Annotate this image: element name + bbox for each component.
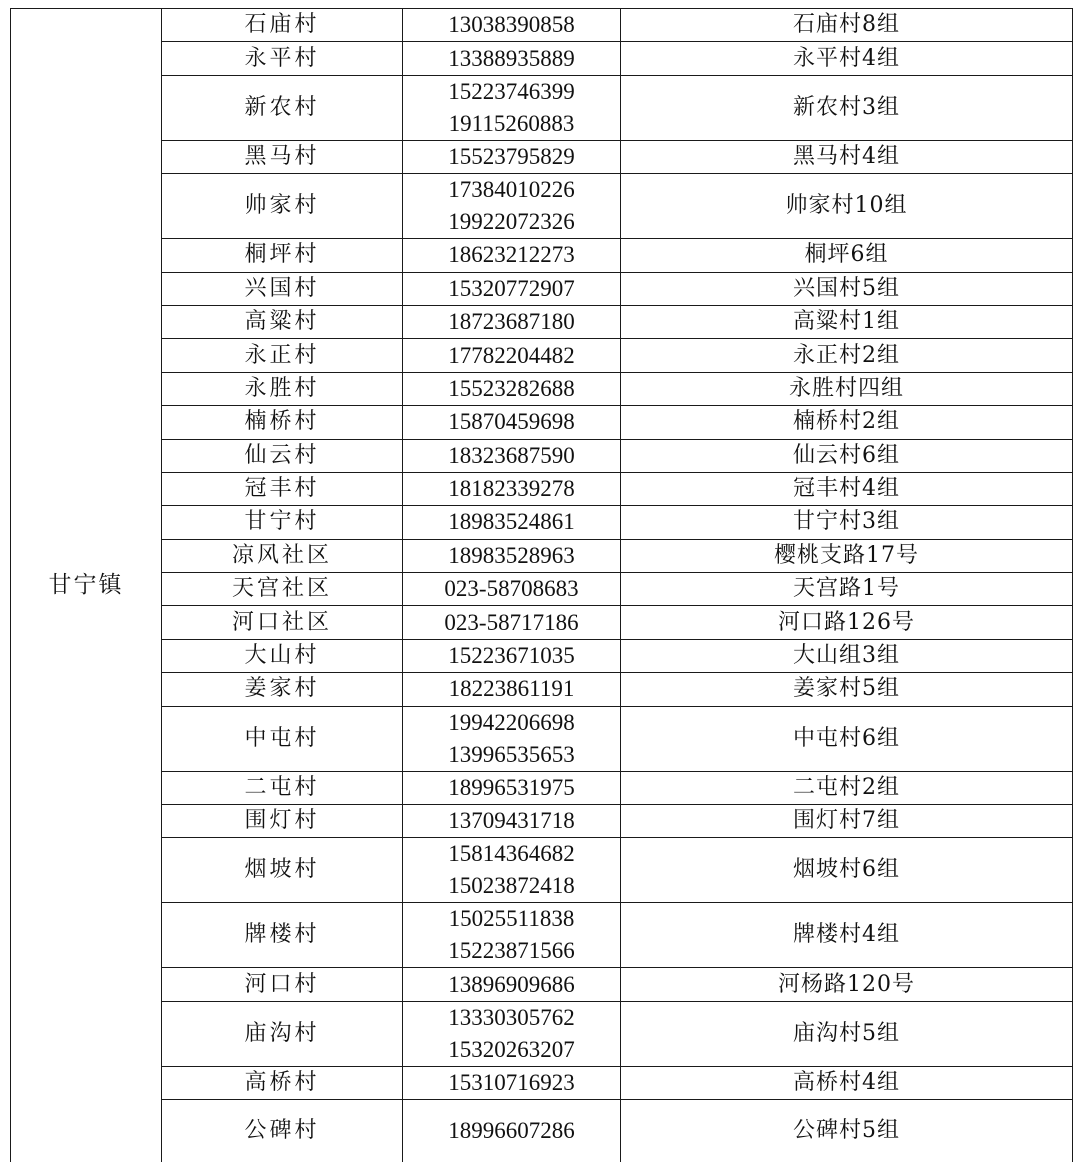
table-row [11, 539, 1073, 572]
table-row [11, 573, 1073, 606]
table-row [11, 239, 1073, 272]
phone-number: 15223871566 [448, 938, 575, 964]
table-row [11, 903, 1073, 968]
table-row [11, 1001, 1073, 1066]
phone-number: 18983528963 [448, 542, 575, 568]
phone-number: 023-58708683 [444, 576, 579, 602]
table-row [11, 9, 1073, 42]
phone-number: 15870459698 [448, 409, 575, 435]
table-row [11, 838, 1073, 903]
table-row [11, 706, 1073, 771]
village-name-cell: 二屯村 [162, 771, 403, 804]
table-row [11, 140, 1073, 173]
village-name-cell: 庙沟村 [162, 1001, 403, 1066]
phone-cell [403, 174, 621, 239]
phone-number: 17782204482 [448, 342, 575, 368]
phone-cell [403, 838, 621, 903]
address-cell: 二屯村2组 [621, 771, 1073, 804]
contact-table [10, 8, 1073, 1162]
address-cell: 公碑村5组 [621, 1100, 1073, 1162]
village-name-cell: 石庙村 [162, 9, 403, 42]
phone-number: 15523795829 [448, 143, 575, 169]
address-cell: 烟坡村6组 [621, 838, 1073, 903]
address-cell: 楠桥村2组 [621, 406, 1073, 439]
phone-number: 13330305762 [448, 1004, 575, 1030]
table-row [11, 1066, 1073, 1099]
phone-cell [403, 42, 621, 75]
table-row [11, 305, 1073, 338]
village-name-cell: 烟坡村 [162, 838, 403, 903]
table-row [11, 639, 1073, 672]
village-name-cell: 永正村 [162, 339, 403, 372]
address-cell: 冠丰村4组 [621, 472, 1073, 505]
phone-number: 18996531975 [448, 774, 575, 800]
village-name-cell: 河口社区 [162, 606, 403, 639]
table-row [11, 968, 1073, 1001]
address-cell: 新农村3组 [621, 75, 1073, 140]
phone-cell [403, 9, 621, 42]
village-name-cell: 公碑村 [162, 1100, 403, 1162]
phone-cell [403, 406, 621, 439]
table-row [11, 174, 1073, 239]
phone-number: 15814364682 [448, 841, 575, 867]
phone-number: 15023872418 [448, 873, 575, 899]
village-name-cell: 牌楼村 [162, 903, 403, 968]
address-cell: 天宫路1号 [621, 573, 1073, 606]
phone-number: 18223861191 [448, 676, 575, 702]
table-row [11, 771, 1073, 804]
phone-number: 17384010226 [448, 177, 575, 203]
phone-cell [403, 75, 621, 140]
phone-number: 15320772907 [448, 275, 575, 301]
village-name-cell: 桐坪村 [162, 239, 403, 272]
village-name-cell: 大山村 [162, 639, 403, 672]
phone-number: 18996607286 [448, 1117, 575, 1143]
phone-cell [403, 805, 621, 838]
table-row [11, 1100, 1073, 1162]
village-name-cell: 天宫社区 [162, 573, 403, 606]
address-cell: 永正村2组 [621, 339, 1073, 372]
address-cell: 河口路126号 [621, 606, 1073, 639]
phone-cell [403, 771, 621, 804]
address-cell: 永平村4组 [621, 42, 1073, 75]
village-name-cell: 河口村 [162, 968, 403, 1001]
table-row [11, 339, 1073, 372]
phone-number: 13896909686 [448, 971, 575, 997]
village-name-cell: 楠桥村 [162, 406, 403, 439]
phone-cell [403, 639, 621, 672]
village-name-cell: 冠丰村 [162, 472, 403, 505]
phone-cell [403, 606, 621, 639]
phone-cell [403, 573, 621, 606]
phone-number: 15025511838 [448, 906, 575, 932]
address-cell: 河杨路120号 [621, 968, 1073, 1001]
phone-number: 18182339278 [448, 476, 575, 502]
village-name-cell: 永胜村 [162, 372, 403, 405]
phone-cell [403, 239, 621, 272]
village-name-cell: 永平村 [162, 42, 403, 75]
village-name-cell: 黑马村 [162, 140, 403, 173]
phone-number: 15320263207 [448, 1036, 575, 1062]
table-row [11, 372, 1073, 405]
phone-number: 15310716923 [448, 1070, 575, 1095]
phone-cell [403, 706, 621, 771]
phone-number: 13388935889 [448, 45, 575, 71]
table-row [11, 439, 1073, 472]
address-cell: 甘宁村3组 [621, 506, 1073, 539]
address-cell: 中屯村6组 [621, 706, 1073, 771]
table-row [11, 673, 1073, 706]
village-name-cell: 高桥村 [162, 1066, 403, 1099]
phone-cell [403, 305, 621, 338]
village-name-cell: 中屯村 [162, 706, 403, 771]
address-cell: 石庙村8组 [621, 9, 1073, 42]
phone-cell [403, 272, 621, 305]
phone-number: 13038390858 [448, 12, 575, 38]
village-name-cell: 高粱村 [162, 305, 403, 338]
phone-cell [403, 903, 621, 968]
village-name-cell: 兴国村 [162, 272, 403, 305]
address-cell: 永胜村四组 [621, 372, 1073, 405]
phone-cell [403, 372, 621, 405]
address-cell: 庙沟村5组 [621, 1001, 1073, 1066]
phone-cell [403, 439, 621, 472]
phone-number: 19942206698 [448, 709, 575, 735]
table-row [11, 406, 1073, 439]
phone-number: 18323687590 [448, 442, 575, 468]
village-name-cell: 姜家村 [162, 673, 403, 706]
table-row [11, 506, 1073, 539]
phone-number: 13709431718 [448, 808, 575, 834]
address-cell: 帅家村10组 [621, 174, 1073, 239]
address-cell: 围灯村7组 [621, 805, 1073, 838]
village-name-cell: 新农村 [162, 75, 403, 140]
table-row [11, 606, 1073, 639]
phone-cell [403, 472, 621, 505]
phone-cell [403, 673, 621, 706]
address-cell: 高桥村4组 [621, 1066, 1073, 1099]
phone-cell [403, 968, 621, 1001]
phone-number: 18983524861 [448, 509, 575, 535]
phone-cell [403, 506, 621, 539]
phone-number: 19115260883 [448, 110, 575, 136]
phone-number: 15223671035 [448, 643, 575, 669]
address-cell: 大山组3组 [621, 639, 1073, 672]
address-cell: 高粱村1组 [621, 305, 1073, 338]
phone-cell [403, 339, 621, 372]
phone-number: 15223746399 [448, 78, 575, 104]
address-cell: 樱桃支路17号 [621, 539, 1073, 572]
village-name-cell: 甘宁村 [162, 506, 403, 539]
phone-number: 15523282688 [448, 375, 575, 401]
table-row [11, 75, 1073, 140]
phone-number: 18623212273 [448, 242, 575, 268]
phone-cell [403, 1066, 621, 1099]
phone-number: 13996535653 [448, 741, 575, 767]
phone-number: 18723687180 [448, 309, 575, 335]
address-cell: 姜家村5组 [621, 673, 1073, 706]
phone-cell [403, 1001, 621, 1066]
table-row [11, 472, 1073, 505]
address-cell: 牌楼村4组 [621, 903, 1073, 968]
table-row [11, 42, 1073, 75]
phone-number: 19922072326 [448, 209, 575, 235]
address-cell: 桐坪6组 [621, 239, 1073, 272]
address-cell: 黑马村4组 [621, 140, 1073, 173]
village-name-cell: 帅家村 [162, 174, 403, 239]
address-cell: 兴国村5组 [621, 272, 1073, 305]
phone-cell [403, 140, 621, 173]
phone-cell [403, 539, 621, 572]
table-body [11, 9, 1073, 1162]
phone-number: 023-58717186 [444, 609, 579, 635]
address-cell: 仙云村6组 [621, 439, 1073, 472]
phone-cell [403, 1100, 621, 1162]
village-name-cell: 仙云村 [162, 439, 403, 472]
town-cell: 甘宁镇 [11, 9, 162, 1162]
table-row [11, 272, 1073, 305]
table-row [11, 805, 1073, 838]
village-name-cell: 凉风社区 [162, 539, 403, 572]
village-name-cell: 围灯村 [162, 805, 403, 838]
